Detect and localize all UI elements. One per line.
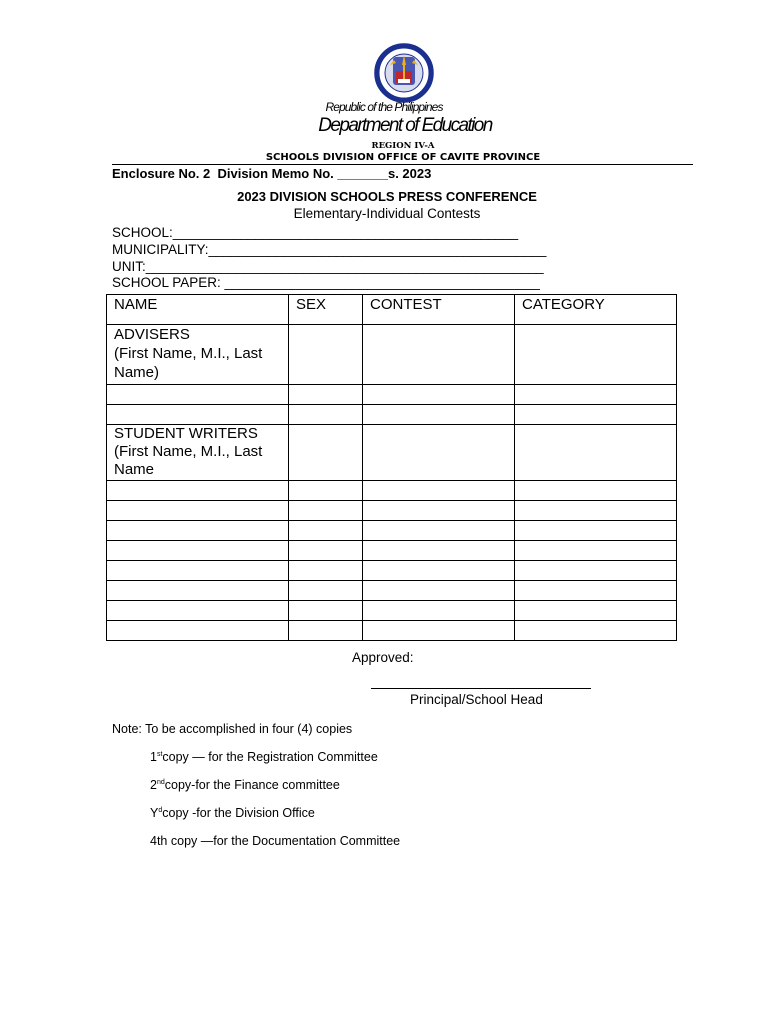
table-row <box>107 501 677 521</box>
copies-note: Note: To be accomplished in four (4) copies <box>112 722 353 736</box>
unit-field[interactable]: UNIT:_____________________________________________________ <box>112 259 544 274</box>
table-cell[interactable] <box>363 405 515 425</box>
table-cell[interactable] <box>515 621 677 641</box>
deped-seal <box>372 43 436 103</box>
copy-text: copy-for the Finance committee <box>164 778 340 792</box>
copy-item <box>150 778 340 792</box>
table-row <box>107 481 677 501</box>
table-cell[interactable] <box>363 501 515 521</box>
approved-label: Approved: <box>352 650 414 665</box>
copy-item <box>150 834 400 848</box>
header-sex: SEX <box>289 295 363 325</box>
table-cell[interactable] <box>515 405 677 425</box>
table-cell[interactable] <box>107 541 289 561</box>
student-writers-row <box>107 425 677 481</box>
table-cell[interactable] <box>363 541 515 561</box>
copy-number: 4th <box>150 834 168 848</box>
table-cell[interactable] <box>107 621 289 641</box>
enclosure-line: Enclosure No. 2 Division Memo No. _______s. 2023 <box>112 166 432 181</box>
table-cell[interactable] <box>515 581 677 601</box>
table-row <box>107 561 677 581</box>
table-cell[interactable] <box>515 541 677 561</box>
table-cell[interactable] <box>363 621 515 641</box>
table-cell[interactable] <box>289 481 363 501</box>
table-cell[interactable] <box>107 581 289 601</box>
copy-text: copy -for the Division Office <box>162 806 315 820</box>
advisers-format-line1: (First Name, M.I., Last <box>114 345 263 362</box>
table-cell[interactable] <box>289 325 363 385</box>
table-cell[interactable] <box>515 501 677 521</box>
table-cell[interactable] <box>363 601 515 621</box>
student-writers-heading: STUDENT WRITERS <box>114 425 258 442</box>
table-cell[interactable] <box>289 385 363 405</box>
form-title: 2023 DIVISION SCHOOLS PRESS CONFERENCE <box>237 189 537 204</box>
table-header-row <box>107 295 677 325</box>
table-cell[interactable] <box>363 481 515 501</box>
table-cell[interactable] <box>107 385 289 405</box>
form-subtitle: Elementary-Individual Contests <box>293 206 481 221</box>
signatory-label: Principal/School Head <box>410 692 543 707</box>
header-contest: CONTEST <box>363 295 515 325</box>
table-row <box>107 621 677 641</box>
school-paper-field[interactable]: SCHOOL PAPER: __________________________________________ <box>112 275 540 290</box>
table-cell[interactable] <box>289 581 363 601</box>
table-cell[interactable] <box>515 325 677 385</box>
table-cell[interactable] <box>289 405 363 425</box>
table-cell[interactable] <box>515 561 677 581</box>
table-row <box>107 581 677 601</box>
table-cell[interactable] <box>515 521 677 541</box>
signature-line[interactable] <box>371 688 591 689</box>
table-cell[interactable] <box>363 561 515 581</box>
table-cell[interactable] <box>289 501 363 521</box>
table-cell[interactable] <box>363 325 515 385</box>
copy-item <box>150 750 378 764</box>
table-row <box>107 405 677 425</box>
copy-text: copy —for the Documentation Committee <box>167 834 401 848</box>
department-title: Department of Education <box>318 115 492 136</box>
copy-ordinal: st <box>156 750 163 758</box>
table-cell[interactable] <box>515 481 677 501</box>
copy-ordinal: d <box>158 806 163 814</box>
table-cell[interactable] <box>289 601 363 621</box>
table-cell[interactable] <box>363 581 515 601</box>
student-writers-format-line2: Name <box>114 461 155 478</box>
advisers-heading: ADVISERS <box>114 326 190 343</box>
deped-seal-icon <box>372 43 436 103</box>
table-row <box>107 385 677 405</box>
copy-number: Y <box>150 806 159 820</box>
copy-text: copy — for the Registration Committee <box>162 750 378 764</box>
student-writers-label <box>107 425 289 481</box>
student-writers-format-line1: (First Name, M.I., Last <box>114 443 263 460</box>
municipality-field[interactable]: MUNICIPALITY:_____________________________________________ <box>112 242 547 257</box>
table-cell[interactable] <box>107 521 289 541</box>
copy-number: 1 <box>150 750 157 764</box>
table-cell[interactable] <box>363 521 515 541</box>
table-cell[interactable] <box>107 501 289 521</box>
table-cell[interactable] <box>289 541 363 561</box>
advisers-format-line2: Name) <box>114 364 160 381</box>
table-cell[interactable] <box>289 561 363 581</box>
table-cell[interactable] <box>107 481 289 501</box>
table-cell[interactable] <box>515 601 677 621</box>
header-category: CATEGORY <box>515 295 677 325</box>
header-divider <box>112 164 693 165</box>
copy-item <box>150 806 315 820</box>
division-office-label: SCHOOLS DIVISION OFFICE OF CAVITE PROVINCE <box>265 152 541 163</box>
table-cell[interactable] <box>515 425 677 481</box>
school-field[interactable]: SCHOOL:______________________________________________ <box>112 225 519 240</box>
table-cell[interactable] <box>107 561 289 581</box>
table-row <box>107 521 677 541</box>
table-cell[interactable] <box>107 405 289 425</box>
table-cell[interactable] <box>107 601 289 621</box>
table-cell[interactable] <box>289 621 363 641</box>
table-cell[interactable] <box>289 521 363 541</box>
region-label: REGION IV-A <box>371 141 435 151</box>
table-cell[interactable] <box>289 425 363 481</box>
copy-number: 2 <box>150 778 157 792</box>
entry-table <box>106 294 677 641</box>
copy-ordinal: nd <box>156 778 165 786</box>
table-row <box>107 541 677 561</box>
table-cell[interactable] <box>515 385 677 405</box>
advisers-row <box>107 325 677 385</box>
table-cell[interactable] <box>363 385 515 405</box>
table-row <box>107 601 677 621</box>
advisers-label <box>107 325 289 385</box>
header-name: NAME <box>107 295 289 325</box>
table-cell[interactable] <box>363 425 515 481</box>
republic-label: Republic of the Philippines <box>325 100 443 114</box>
